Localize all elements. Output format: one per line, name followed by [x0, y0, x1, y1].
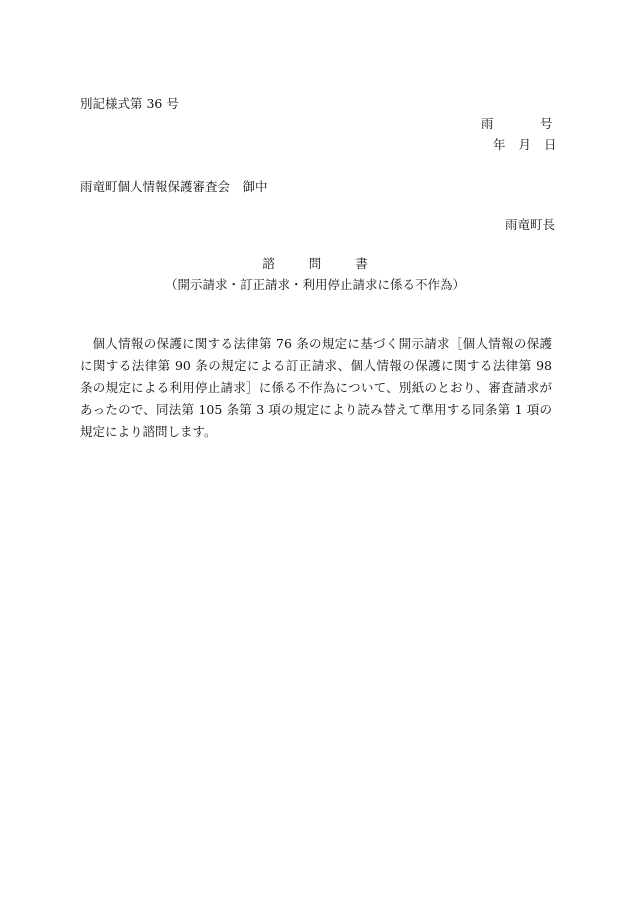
- document-number-prefix: 雨: [481, 116, 494, 131]
- form-number: 別記様式第 36 号: [80, 96, 179, 111]
- body-paragraph: 個人情報の保護に関する法律第 76 条の規定に基づく開示請求［個人情報の保護に関する法律第 90 条の規定による訂正請求、個人情報の保護に関する法律第 98 条の規定による利用停止請求］に係る不作為について、別紙のとおり、審査請求があったので、同法第 105 条第 3 項の規定により読み替えて準用する同条第 1 項の規定により諮問します。: [80, 336, 552, 439]
- document-subtitle: （開示請求・訂正請求・利用停止請求に係る不作為）: [164, 277, 465, 292]
- title-char-3: 書: [355, 256, 368, 271]
- date-year: 年: [493, 137, 506, 152]
- title-char-2: 問: [308, 256, 322, 271]
- document-number-suffix: 号: [540, 116, 553, 131]
- date-line: [493, 139, 557, 152]
- sender: 雨竜町長: [505, 217, 556, 232]
- date-month: 月: [518, 137, 532, 152]
- title-char-1: 諮: [262, 256, 275, 271]
- document-title: [0, 258, 630, 271]
- addressee: 雨竜町個人情報保護審査会 御中: [80, 179, 268, 194]
- date-day: 日: [544, 137, 557, 152]
